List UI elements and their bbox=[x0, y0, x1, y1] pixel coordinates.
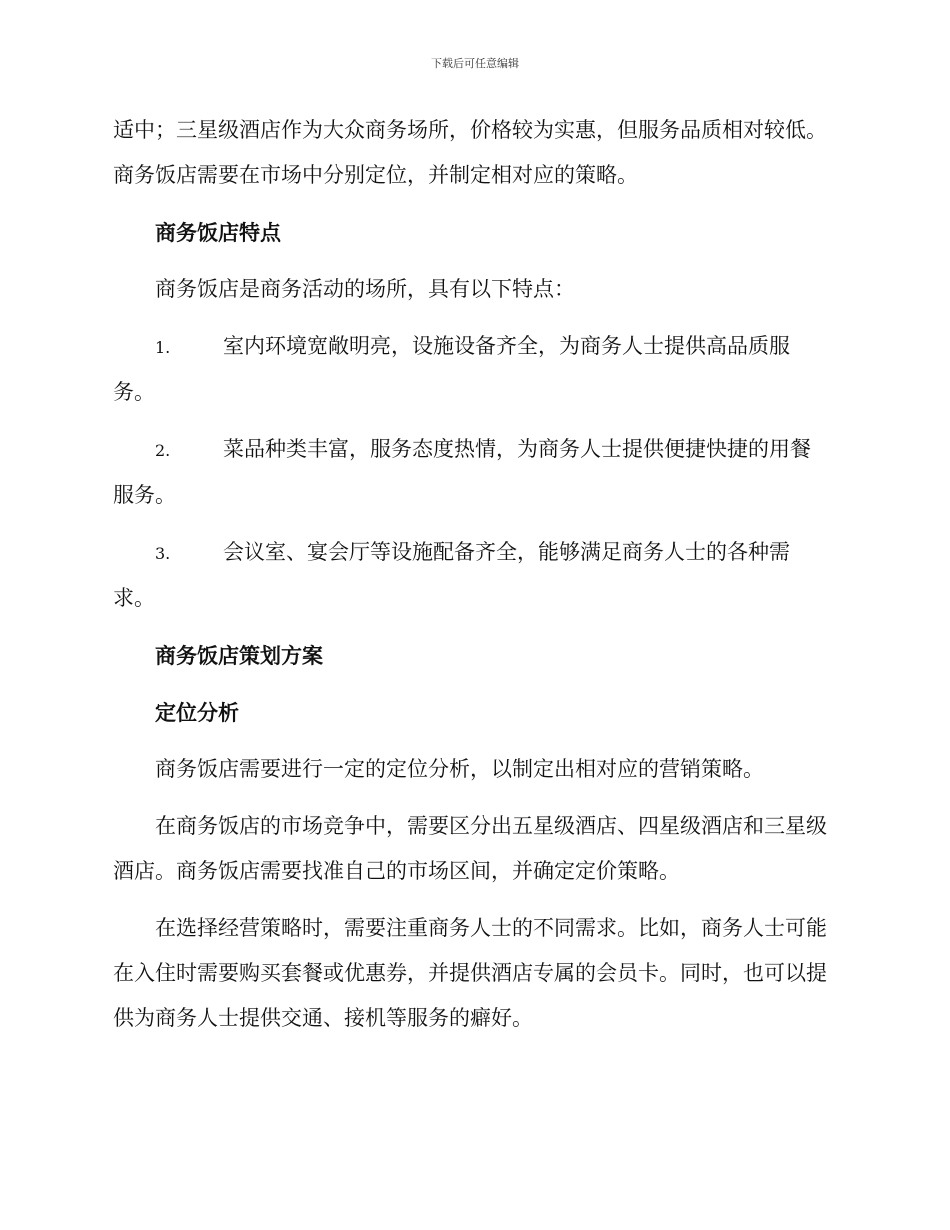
list-number: 2. bbox=[155, 441, 171, 460]
heading-features: 商务饭店特点 bbox=[155, 220, 281, 245]
list-item bbox=[113, 530, 837, 621]
page-header: 下载后可任意编辑 bbox=[431, 57, 519, 70]
list-item bbox=[113, 427, 837, 518]
paragraph-intro-continued: 适中；三星级酒店作为大众商务场所，价格较为实惠，但服务品质相对较低。商务饭店需要在市场中分别定位，并制定相对应的策略。 bbox=[113, 118, 827, 187]
paragraph-features-intro: 商务饭店是商务活动的场所，具有以下特点： bbox=[155, 277, 575, 301]
list-item-text-continued: 服务。 bbox=[113, 483, 176, 507]
list-number: 1. bbox=[155, 338, 171, 357]
paragraph-market: 在商务饭店的市场竞争中，需要区分出五星级酒店、四星级酒店和三星级酒店。商务饭店需要找准自己的市场区间，并确定定价策略。 bbox=[113, 814, 827, 883]
list-item-text-continued: 务。 bbox=[113, 380, 155, 404]
paragraph-strategy: 在选择经营策略时，需要注重商务人士的不同需求。比如，商务人士可能在入住时需要购买套餐或优惠券，并提供酒店专属的会员卡。同时，也可以提供为商务人士提供交通、接机等服务的癖好。 bbox=[113, 916, 827, 1030]
list-item-text-continued: 求。 bbox=[113, 586, 155, 610]
document-body bbox=[113, 108, 837, 1053]
paragraph-positioning: 商务饭店需要进行一定的定位分析，以制定出相对应的营销策略。 bbox=[155, 757, 764, 781]
list-item-text: 菜品种类丰富，服务态度热情，为商务人士提供便捷快捷的用餐 bbox=[223, 437, 811, 461]
list-item-text: 室内环境宽敞明亮，设施设备齐全，为商务人士提供高品质服 bbox=[223, 334, 790, 358]
list-item bbox=[113, 324, 837, 415]
heading-plan: 商务饭店策划方案 bbox=[155, 643, 323, 668]
list-item-text: 会议室、宴会厅等设施配备齐全，能够满足商务人士的各种需 bbox=[223, 540, 790, 564]
heading-positioning: 定位分析 bbox=[155, 700, 239, 725]
list-number: 3. bbox=[155, 544, 171, 563]
